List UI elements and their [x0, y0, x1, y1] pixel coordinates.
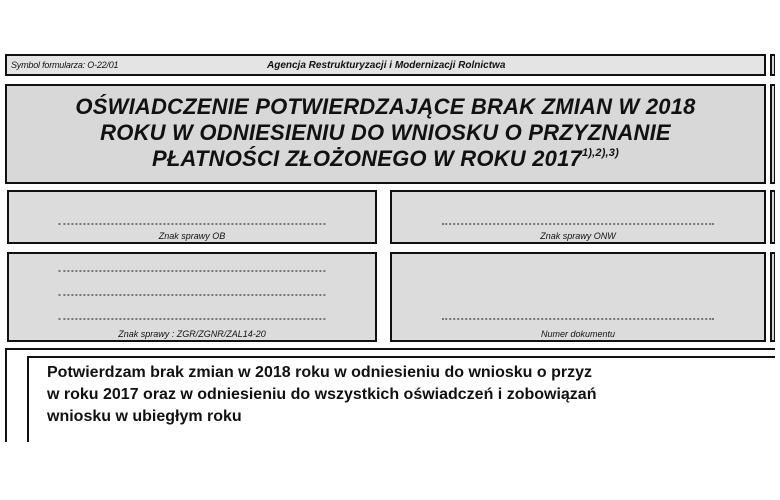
- form-symbol: Symbol formularza: O-22/01: [11, 60, 119, 70]
- right-strip: [770, 252, 775, 342]
- statement-line-1: Potwierdzam brak zmian w 2018 roku w odniesieniu do wniosku o przyz: [47, 364, 593, 381]
- statement-line-2: w roku 2017 oraz w odniesieniu do wszystkich oświadczeń i zobowiązań: [47, 386, 597, 403]
- form-title: [7, 94, 764, 172]
- title-line-1: OŚWIADCZENIE POTWIERDZAJĄCE BRAK ZMIAN W 2018: [75, 94, 696, 119]
- title-line-3: [7, 146, 764, 172]
- form-header: [5, 54, 766, 76]
- case-number-onw-field[interactable]: [390, 190, 766, 244]
- statement-section: [5, 348, 775, 442]
- fill-line: [442, 318, 714, 320]
- fill-line: [58, 270, 325, 272]
- title-box: [5, 84, 766, 184]
- fill-line: [58, 318, 325, 320]
- case-number-zgr-field[interactable]: [7, 252, 377, 342]
- title-line-2: ROKU W ODNIESIENIU DO WNIOSKU O PRZYZNANIE: [100, 120, 671, 145]
- declaration-form: [5, 54, 775, 442]
- title-line-3-text: PŁATNOŚCI ZŁOŻONEGO W ROKU 2017: [152, 146, 582, 171]
- right-strip: [770, 190, 775, 244]
- fill-line: [442, 223, 714, 225]
- case-number-zgr-label: Znak sprawy : ZGR/ZGNR/ZAL14-20: [118, 329, 266, 339]
- statement-line-3: wniosku w ubiegłym roku: [47, 408, 242, 425]
- statement-text: [47, 362, 775, 428]
- case-number-ob-field[interactable]: [7, 190, 377, 244]
- case-number-onw-label: Znak sprawy ONW: [540, 231, 616, 241]
- agency-name: Agencja Restrukturyzacji i Modernizacji Rolnictwa: [267, 60, 506, 71]
- right-strip: [770, 84, 775, 184]
- document-number-label: Numer dokumentu: [540, 329, 616, 339]
- fill-line: [58, 294, 325, 296]
- fill-line: [58, 223, 325, 225]
- title-footnotes: 1),2),3): [581, 147, 619, 159]
- case-number-ob-label: Znak sprawy OB: [158, 231, 226, 241]
- right-strip: [770, 54, 775, 76]
- document-number-field[interactable]: [390, 252, 766, 342]
